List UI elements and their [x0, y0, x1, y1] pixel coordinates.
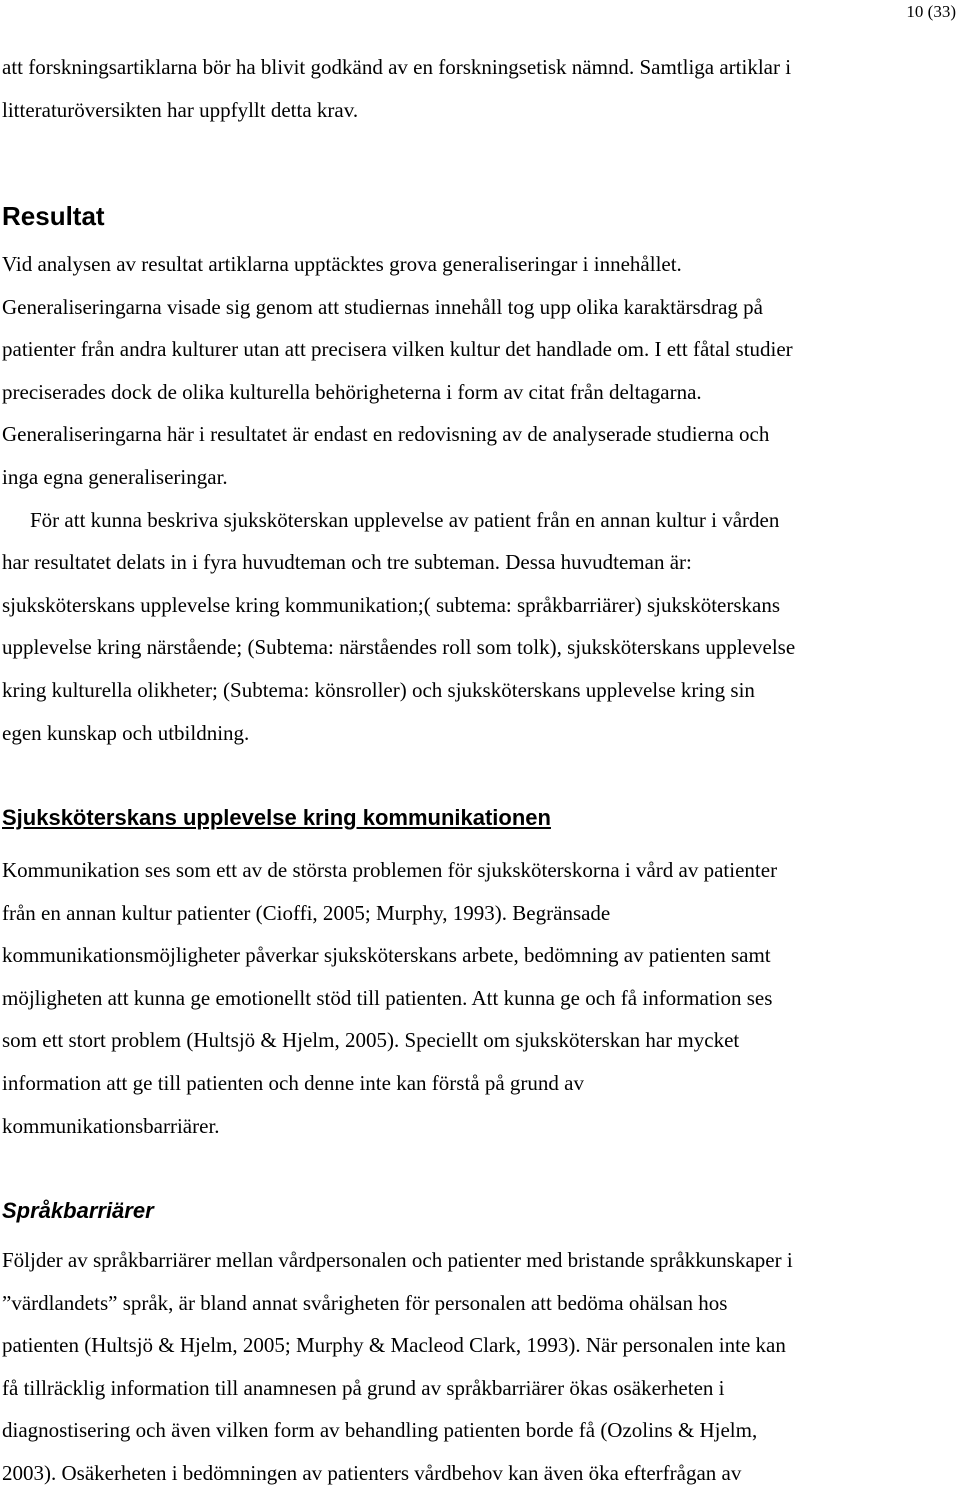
text-line: kommunikationsmöjligheter påverkar sjuksköterskans arbete, bedömning av patienten samt [2, 943, 771, 968]
text-line: kring kulturella olikheter; (Subtema: könsroller) och sjuksköterskans upplevelse kring sin [2, 677, 755, 702]
text-line: inga egna generaliseringar. [2, 464, 228, 489]
text-line: 2003). Osäkerheten i bedömningen av patienters vårdbehov kan även öka efterfrågan av [2, 1460, 742, 1485]
text-line: Vid analysen av resultat artiklarna upptäcktes grova generaliseringar i innehållet. [2, 252, 682, 276]
sprakbarriarer-paragraph [2, 1239, 952, 1495]
text-line: diagnostisering och även vilken form av behandling patienten borde få (Ozolins & Hjelm, [2, 1418, 758, 1443]
kommunikation-paragraph [2, 849, 952, 1147]
text-line: egen kunskap och utbildning. [2, 720, 250, 745]
text-line: sjuksköterskans upplevelse kring kommunikation;( subtema: språkbarriärer) sjuksköterskans [2, 592, 781, 617]
text-line: kommunikationsbarriärer. [2, 1113, 220, 1138]
text-line: patienten (Hultsjö & Hjelm, 2005; Murphy & Macleod Clark, 1993). När personalen inte kan [2, 1333, 786, 1358]
resultat-paragraph [2, 243, 952, 754]
text-line: För att kunna beskriva sjuksköterskan upplevelse av patient från en annan kultur i vården [30, 507, 780, 532]
text-line: preciserades dock de olika kulturella behörigheterna i form av citat från deltagarna. [2, 379, 702, 404]
text-line: Generaliseringarna visade sig genom att studiernas innehåll tog upp olika karaktärsdrag på [2, 294, 764, 319]
text-line: ”värdlandets” språk, är bland annat svårigheten för personalen att bedöma ohälsan hos [2, 1290, 728, 1315]
text-line: information att ge till patienten och denne inte kan förstå på grund av [2, 1070, 584, 1095]
text-line: har resultatet delats in i fyra huvudteman och tre subteman. Dessa huvudteman är: [2, 550, 692, 575]
text-line: Generaliseringarna här i resultatet är endast en redovisning av de analyserade studierna och [2, 422, 770, 447]
text-line: litteraturöversikten har uppfyllt detta krav. [2, 97, 359, 122]
text-line: patienter från andra kulturer utan att precisera vilken kultur det handlade om. I ett fåtal studier [2, 337, 793, 362]
text-line: få tillräcklig information till anamnesen på grund av språkbarriärer ökas osäkerheten i [2, 1375, 725, 1400]
text-line: upplevelse kring närstående; (Subtema: närståendes roll som tolk), sjuksköterskans upplevelse [2, 635, 796, 660]
section-heading-resultat: Resultat [2, 201, 105, 231]
section-heading-sprakbarriarer: Språkbarriärer [2, 1198, 154, 1223]
section-heading-kommunikation: Sjuksköterskans upplevelse kring kommunikationen [2, 805, 551, 830]
text-line: Följder av språkbarriärer mellan vårdpersonalen och patienter med bristande språkkunskaper i [2, 1248, 793, 1272]
page-number: 10 (33) [906, 2, 956, 21]
text-line: möjligheten att kunna ge emotionellt stöd till patienten. Att kunna ge och få information ses [2, 985, 773, 1010]
text-line: som ett stort problem (Hultsjö & Hjelm, 2005). Speciellt om sjuksköterskan har mycket [2, 1028, 740, 1053]
text-line: Kommunikation ses som ett av de största problemen för sjuksköterskorna i vård av patienter [2, 858, 778, 882]
text-line: att forskningsartiklarna bör ha blivit godkänd av en forskningsetisk nämnd. Samtliga artiklar i [2, 55, 792, 79]
text-line: från en annan kultur patienter (Cioffi, 2005; Murphy, 1993). Begränsade [2, 900, 611, 925]
intro-paragraph [2, 46, 952, 131]
